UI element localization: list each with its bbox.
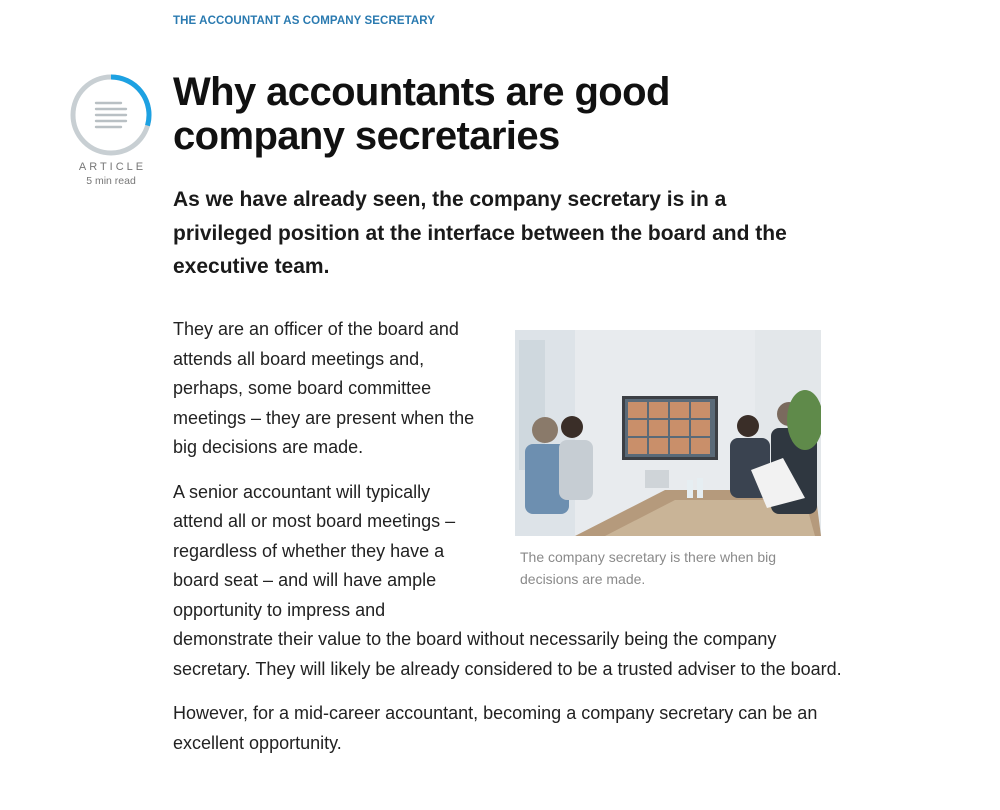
article-title: Why accountants are good company secretaries <box>173 70 670 158</box>
body-paragraph: They are an officer of the board and attends all board meetings and, perhaps, some board committee meetings – they are present when the big decisions are made. <box>173 319 475 457</box>
article-type-badge <box>68 72 154 187</box>
article-lines-icon <box>68 72 154 158</box>
body-paragraph: However, for a mid-career accountant, becoming a company secretary can be an excellent opportunity. <box>173 703 818 753</box>
figure-caption: The company secretary is there when big decisions are made. <box>520 549 777 587</box>
content-type-label: ARTICLE <box>78 161 147 173</box>
article-body <box>173 315 843 773</box>
section-kicker-link[interactable]: THE ACCOUNTANT AS COMPANY SECRETARY <box>173 15 436 27</box>
meeting-photo <box>515 330 821 536</box>
body-paragraph: A senior accountant will typically attend all or most board meetings – regardless of whether they have a board seat – and will have ample opportunity to impress and demonstrate their value to the board without necessarily being the company secretary. They will likely be already considered to be a trusted adviser to the board. <box>173 481 842 679</box>
article-figure <box>515 330 821 590</box>
read-time: 5 min read <box>86 175 136 187</box>
article-lead: As we have already seen, the company secretary is in a privileged position at the interface between the board and the executive team. <box>173 188 787 278</box>
